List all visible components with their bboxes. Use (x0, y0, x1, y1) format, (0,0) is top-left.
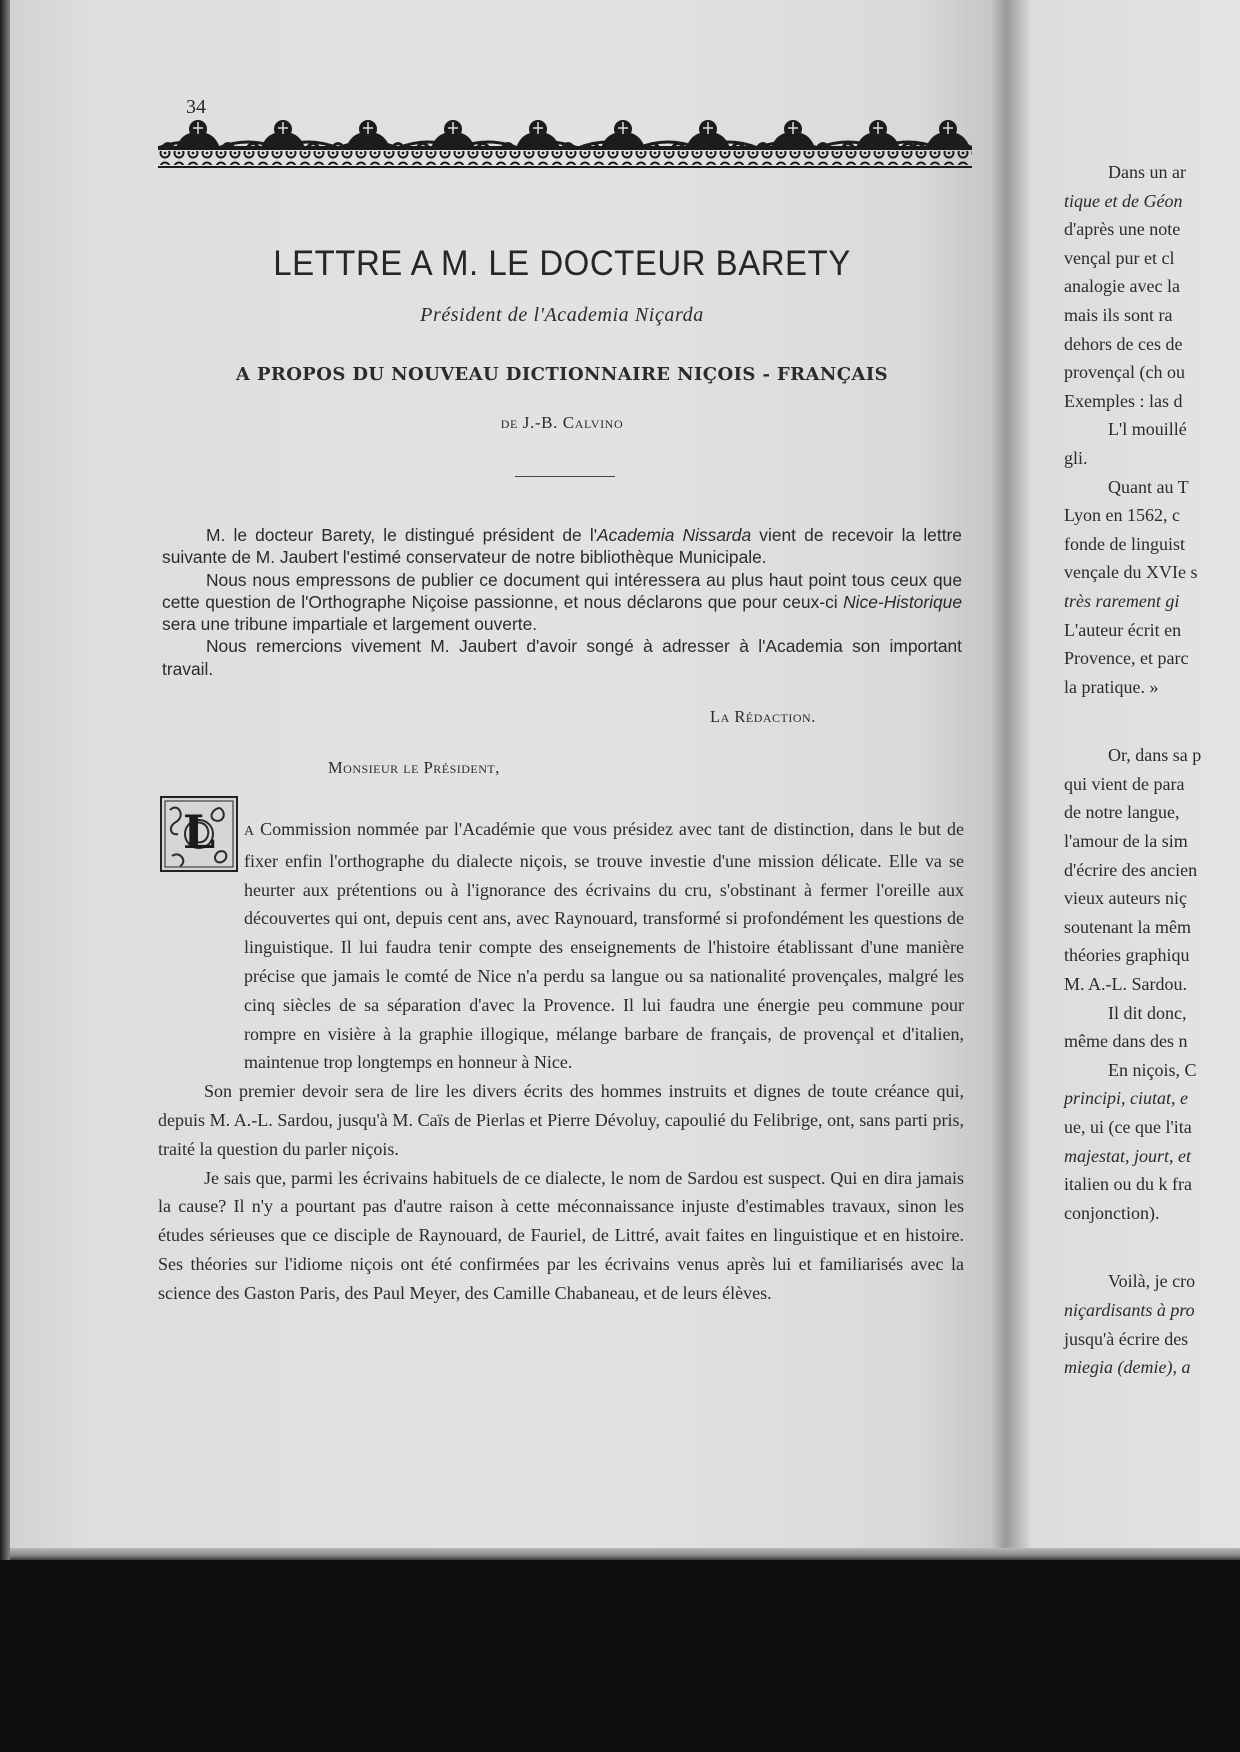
facing-page-line: conjonction). (1064, 1202, 1160, 1223)
facing-page-line: qui vient de para (1064, 773, 1185, 794)
facing-page-line: la pratique. » (1064, 676, 1159, 697)
facing-page-line: miegia (demie), a (1064, 1357, 1191, 1378)
book-edge-bottom (10, 1548, 1240, 1560)
intro-paragraph: M. le docteur Barety, le distingué président de l'Academia Nissarda vient de recevoir la lettre suivante de M. Jaubert l'estimé conservateur de notre bibliothèque Municipale. (162, 525, 962, 568)
article-title: LETTRE A M. LE DOCTEUR BARETY (273, 242, 851, 283)
facing-page-line: provençal (ch ou (1064, 362, 1185, 383)
facing-page-line: Dans un ar (1108, 162, 1186, 182)
facing-page-gap (1064, 1227, 1240, 1267)
article-heading: A PROPOS DU NOUVEAU DICTIONNAIRE NIÇOIS - FRANÇAIS (235, 364, 889, 385)
letter-body (158, 815, 964, 1308)
article-subtitle: Président de l'Academia Niçarda (420, 304, 704, 326)
editorial-signature: La Rédaction. (710, 707, 816, 726)
facing-page-line: niçardisants à pro (1064, 1299, 1195, 1320)
facing-page-line: Or, dans sa p (1108, 745, 1202, 766)
facing-page-line: Provence, et parc (1064, 648, 1189, 669)
facing-page-line: théories graphiqu (1064, 945, 1190, 966)
facing-page-gap (1064, 701, 1240, 741)
facing-page-line: Il dit donc, (1108, 1002, 1187, 1023)
facing-page-line: Lyon en 1562, c (1064, 505, 1180, 526)
facing-page (1030, 0, 1240, 1552)
facing-page-line: vençale du XVIe s (1064, 562, 1198, 583)
facing-page-line: gli. (1064, 447, 1088, 468)
letter-salutation: Monsieur le Président, (328, 758, 500, 777)
facing-page-line: Exemples : las d (1064, 390, 1183, 411)
facing-page-line: L'auteur écrit en (1064, 619, 1182, 640)
facing-page-line: d'écrire des ancien (1064, 859, 1198, 880)
facing-page-line: jusqu'à écrire des (1064, 1328, 1189, 1349)
facing-page-line: L'l mouillé (1108, 419, 1187, 440)
facing-page-line: d'après une note (1064, 219, 1181, 240)
dropcap-letter: L (182, 805, 216, 859)
facing-page-line: tique et de Géon (1064, 190, 1183, 211)
letter-paragraph: Je sais que, parmi les écrivains habituels de ce dialecte, le nom de Sardou est suspect. Qui en dira jamais la cause? Il n'y a pourtant pas d'autre raison à cette méconnaissance injuste d'estimables travaux, sinon les études sérieuses que ce disciple de Raynouard, de Fauriel, de Littré, avait faites en linguistique et en histoire. Ses théories sur l'idiome niçois ont été confirmées par les écrivains venus après lui et familiarisés avec la science des Gaston Paris, des Paul Meyer, des Camille Chabaneau, et de leurs élèves. (158, 1167, 964, 1303)
facing-page-line: En niçois, C (1108, 1059, 1197, 1080)
facing-page-line: vieux auteurs niç (1064, 888, 1187, 909)
facing-page-line: Voilà, je cro (1108, 1271, 1196, 1292)
page-number: 34 (186, 96, 206, 118)
separator-rule (515, 476, 615, 477)
facing-page-line: vençal pur et cl (1064, 247, 1175, 268)
facing-page-line: soutenant la mêm (1064, 916, 1191, 937)
left-page (10, 0, 996, 1556)
letter-paragraph: A Commission nommée par l'Académie que vous présidez avec tant de distinction, dans le but de fixer enfin l'orthographe du dialecte niçois, se trouve investie d'une mission délicate. Elle va se heurter aux prétentions ou à l'ignorance des écrivains du cru, s'obstinant à fermer l'oreille aux découvertes qui ont, depuis cent ans, avec Raynouard, transformé si profondément les questions de linguistique. Il lui faudra tenir compte des enseignements de l'histoire établissant d'une manière précise que jamais le comté de Nice n'a perdu sa langue ou sa nationalité provençales, malgré les cinq siècles de sa séparation d'avec la Provence. Il lui faudra une énergie peu commune pour rompre en visière à la graphie illogique, mélange barbare de français, de provençal et d'italien, maintenue trop longtemps en honneur à Nice. (244, 819, 964, 1073)
facing-page-line: dehors de ces de (1064, 333, 1183, 354)
facing-page-line: M. A.-L. Sardou. (1064, 974, 1187, 995)
ornamental-header-band (158, 118, 972, 174)
article-byline: de J.-B. Calvino (500, 413, 624, 432)
facing-page-line: même dans des n (1064, 1031, 1188, 1052)
intro-paragraph: Nous nous empressons de publier ce document qui intéressera au plus haut point tous ceux que cette question de l'Orthographe Niçoise passionne, et nous déclarons que pour ceux-ci Nice-Historique sera une tribune impartiale et largement ouverte. (162, 569, 962, 635)
facing-page-line: très rarement gi (1064, 590, 1180, 611)
facing-page-line: de notre langue, (1064, 802, 1180, 823)
facing-page-line: analogie avec la (1064, 276, 1180, 297)
intro-paragraph: Nous remercions vivement M. Jaubert d'avoir songé à adresser à l'Academia son important travail. (162, 636, 962, 679)
facing-page-line: italien ou du k fra (1064, 1174, 1192, 1195)
facing-page-line: l'amour de la sim (1064, 831, 1188, 852)
book-gutter (990, 0, 1030, 1552)
facing-page-line: principi, ciutat, e (1064, 1088, 1188, 1109)
facing-page-text (1064, 158, 1240, 1382)
facing-page-line: Quant au T (1108, 476, 1189, 497)
facing-page-line: majestat, jourt, et (1064, 1145, 1191, 1166)
facing-page-line: fonde de linguist (1064, 533, 1185, 554)
facing-page-line: mais ils sont ra (1064, 304, 1173, 325)
facing-page-line: ue, ui (ce que l'ita (1064, 1117, 1192, 1137)
editorial-intro (162, 524, 962, 680)
letter-paragraph: Son premier devoir sera de lire les divers écrits des hommes instruits et dignes de toute créance qui, depuis M. A.-L. Sardou, jusqu'à M. Caïs de Pierlas et Pierre Dévoluy, capoulié du Felibrige, ont, sans parti pris, traité la question du parler niçois. (158, 1081, 964, 1159)
